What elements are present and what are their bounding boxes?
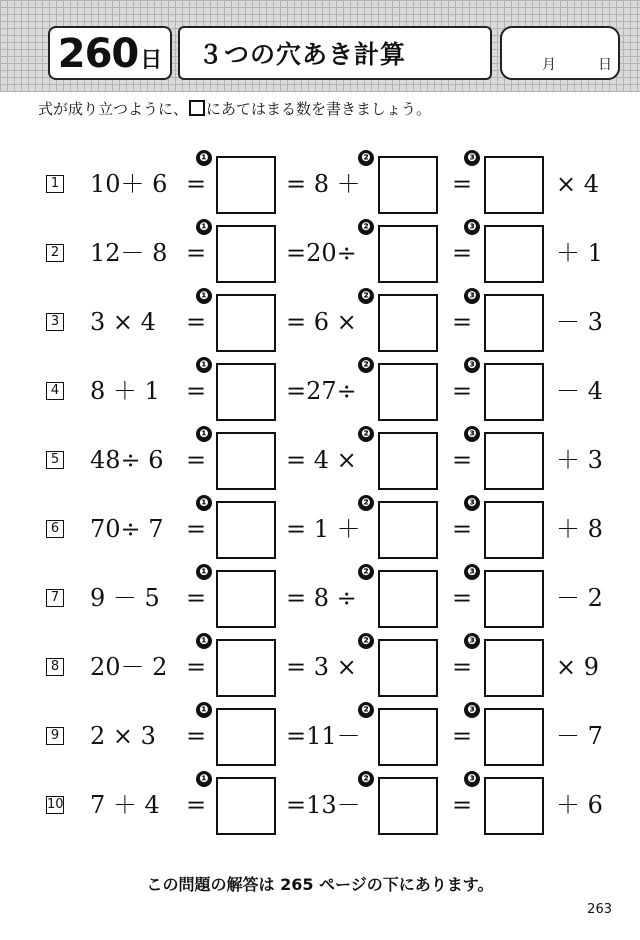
- month-label: 月: [542, 57, 556, 73]
- number-2-badge-icon: ❷: [358, 150, 374, 166]
- equals-sign: =: [186, 515, 207, 543]
- problem-middle: =13－: [286, 791, 361, 819]
- answer-box-3[interactable]: [484, 708, 544, 766]
- answer-location-note: この問題の解答は 265 ページの下にあります。: [146, 875, 494, 894]
- number-3-badge-icon: ❸: [464, 426, 480, 442]
- equals-sign: =: [452, 377, 473, 405]
- answer-box-2[interactable]: [378, 156, 438, 214]
- number-1-badge-icon: ❶: [196, 150, 212, 166]
- problem-lhs: 2 × 3: [90, 722, 156, 750]
- number-1-badge-icon: ❶: [196, 288, 212, 304]
- day-unit: 日: [140, 48, 163, 73]
- problem-tail: － 3: [556, 308, 603, 336]
- number-1-badge-icon: ❶: [196, 633, 212, 649]
- problem-middle: = 1 ＋: [286, 515, 361, 543]
- answer-box-2[interactable]: [378, 639, 438, 697]
- instruction-before: 式が成り立つように、: [38, 100, 189, 118]
- equals-sign: =: [186, 791, 207, 819]
- number-3-badge-icon: ❸: [464, 288, 480, 304]
- equals-sign: =: [452, 653, 473, 681]
- equals-sign: =: [186, 653, 207, 681]
- problem-row: [0, 427, 640, 492]
- answer-box-1[interactable]: [216, 294, 276, 352]
- problem-middle: =27÷: [286, 377, 357, 405]
- answer-box-3[interactable]: [484, 156, 544, 214]
- problem-row: [0, 703, 640, 768]
- problem-row: [0, 565, 640, 630]
- equals-sign: =: [452, 170, 473, 198]
- number-2-badge-icon: ❷: [358, 633, 374, 649]
- problem-row: [0, 220, 640, 285]
- day-label: 日: [598, 57, 612, 73]
- problem-lhs: 9 － 5: [90, 584, 160, 612]
- problem-middle: =20÷: [286, 239, 357, 267]
- number-2-badge-icon: ❷: [358, 495, 374, 511]
- answer-box-3[interactable]: [484, 570, 544, 628]
- equals-sign: =: [186, 170, 207, 198]
- problem-lhs: 70÷ 7: [90, 515, 164, 543]
- answer-box-1[interactable]: [216, 501, 276, 559]
- problem-number: 1: [46, 175, 64, 193]
- number-1-badge-icon: ❶: [196, 357, 212, 373]
- answer-box-2[interactable]: [378, 570, 438, 628]
- answer-box-1[interactable]: [216, 708, 276, 766]
- answer-box-1[interactable]: [216, 363, 276, 421]
- problem-tail: ＋ 8: [556, 515, 603, 543]
- problem-middle: = 3 ×: [286, 653, 357, 681]
- number-2-badge-icon: ❷: [358, 288, 374, 304]
- answer-box-3[interactable]: [484, 501, 544, 559]
- answer-box-2[interactable]: [378, 363, 438, 421]
- problem-tail: ＋ 1: [556, 239, 603, 267]
- number-2-badge-icon: ❷: [358, 702, 374, 718]
- number-3-badge-icon: ❸: [464, 564, 480, 580]
- answer-box-1[interactable]: [216, 777, 276, 835]
- equals-sign: =: [452, 308, 473, 336]
- answer-box-2[interactable]: [378, 432, 438, 490]
- answer-box-1[interactable]: [216, 639, 276, 697]
- equals-sign: =: [452, 239, 473, 267]
- problem-lhs: 8 ＋ 1: [90, 377, 160, 405]
- number-3-badge-icon: ❸: [464, 771, 480, 787]
- problem-middle: = 4 ×: [286, 446, 357, 474]
- number-2-badge-icon: ❷: [358, 771, 374, 787]
- problem-middle: = 8 ÷: [286, 584, 357, 612]
- number-2-badge-icon: ❷: [358, 564, 374, 580]
- number-2-badge-icon: ❷: [358, 357, 374, 373]
- answer-box-3[interactable]: [484, 225, 544, 283]
- problem-row: [0, 358, 640, 423]
- number-3-badge-icon: ❸: [464, 495, 480, 511]
- problem-number: 3: [46, 313, 64, 331]
- number-2-badge-icon: ❷: [358, 219, 374, 235]
- equals-sign: =: [186, 446, 207, 474]
- number-3-badge-icon: ❸: [464, 150, 480, 166]
- problem-tail: ＋ 6: [556, 791, 603, 819]
- problem-number: 6: [46, 520, 64, 538]
- number-1-badge-icon: ❶: [196, 564, 212, 580]
- equals-sign: =: [186, 722, 207, 750]
- problem-middle: = 8 ＋: [286, 170, 361, 198]
- answer-box-1[interactable]: [216, 156, 276, 214]
- problem-tail: × 9: [556, 653, 600, 681]
- answer-box-3[interactable]: [484, 432, 544, 490]
- problem-lhs: 10＋ 6: [90, 170, 168, 198]
- answer-box-2[interactable]: [378, 225, 438, 283]
- problem-row: [0, 772, 640, 837]
- answer-box-1[interactable]: [216, 570, 276, 628]
- blank-box-icon: [189, 100, 205, 116]
- equals-sign: =: [452, 584, 473, 612]
- problem-row: [0, 634, 640, 699]
- equals-sign: =: [452, 446, 473, 474]
- number-3-badge-icon: ❸: [464, 219, 480, 235]
- number-3-badge-icon: ❸: [464, 357, 480, 373]
- problem-row: [0, 151, 640, 216]
- equals-sign: =: [186, 308, 207, 336]
- equals-sign: =: [452, 515, 473, 543]
- equals-sign: =: [452, 722, 473, 750]
- problem-number: 5: [46, 451, 64, 469]
- problem-middle: = 6 ×: [286, 308, 357, 336]
- problem-tail: － 7: [556, 722, 603, 750]
- number-1-badge-icon: ❶: [196, 702, 212, 718]
- day-counter: [48, 26, 172, 80]
- number-3-badge-icon: ❸: [464, 633, 480, 649]
- equals-sign: =: [452, 791, 473, 819]
- answer-box-2[interactable]: [378, 777, 438, 835]
- date-field[interactable]: [500, 26, 620, 80]
- problem-lhs: 12－ 8: [90, 239, 168, 267]
- problem-lhs: 7 ＋ 4: [90, 791, 160, 819]
- problem-number: 8: [46, 658, 64, 676]
- instruction-after: にあてはまる数を書きましょう。: [206, 100, 432, 118]
- answer-box-3[interactable]: [484, 639, 544, 697]
- problem-row: [0, 289, 640, 354]
- problem-number: 7: [46, 589, 64, 607]
- problem-tail: × 4: [556, 170, 600, 198]
- number-1-badge-icon: ❶: [196, 219, 212, 235]
- problem-tail: ＋ 3: [556, 446, 603, 474]
- title-box: [178, 26, 492, 80]
- answer-box-1[interactable]: [216, 225, 276, 283]
- equals-sign: =: [186, 584, 207, 612]
- answer-box-3[interactable]: [484, 777, 544, 835]
- number-2-badge-icon: ❷: [358, 426, 374, 442]
- answer-box-2[interactable]: [378, 294, 438, 352]
- problem-number: 10: [47, 797, 64, 812]
- answer-box-2[interactable]: [378, 708, 438, 766]
- equals-sign: =: [186, 377, 207, 405]
- answer-box-3[interactable]: [484, 363, 544, 421]
- problem-lhs: 20－ 2: [90, 653, 168, 681]
- answer-box-3[interactable]: [484, 294, 544, 352]
- problem-lhs: 48÷ 6: [90, 446, 164, 474]
- day-number: 260: [57, 31, 139, 77]
- problem-tail: － 2: [556, 584, 603, 612]
- page-title: ３つの穴あき計算: [198, 40, 407, 69]
- problem-lhs: 3 × 4: [90, 308, 156, 336]
- number-1-badge-icon: ❶: [196, 495, 212, 511]
- problem-middle: =11－: [286, 722, 361, 750]
- answer-box-2[interactable]: [378, 501, 438, 559]
- problem-number: 9: [46, 727, 64, 745]
- answer-box-1[interactable]: [216, 432, 276, 490]
- number-3-badge-icon: ❸: [464, 702, 480, 718]
- equals-sign: =: [186, 239, 207, 267]
- problem-tail: － 4: [556, 377, 603, 405]
- page-number: 263: [587, 902, 612, 917]
- number-1-badge-icon: ❶: [196, 771, 212, 787]
- problem-row: [0, 496, 640, 561]
- instruction-text: [38, 98, 431, 119]
- problem-number: 4: [46, 382, 64, 400]
- number-1-badge-icon: ❶: [196, 426, 212, 442]
- problem-number: 2: [46, 244, 64, 262]
